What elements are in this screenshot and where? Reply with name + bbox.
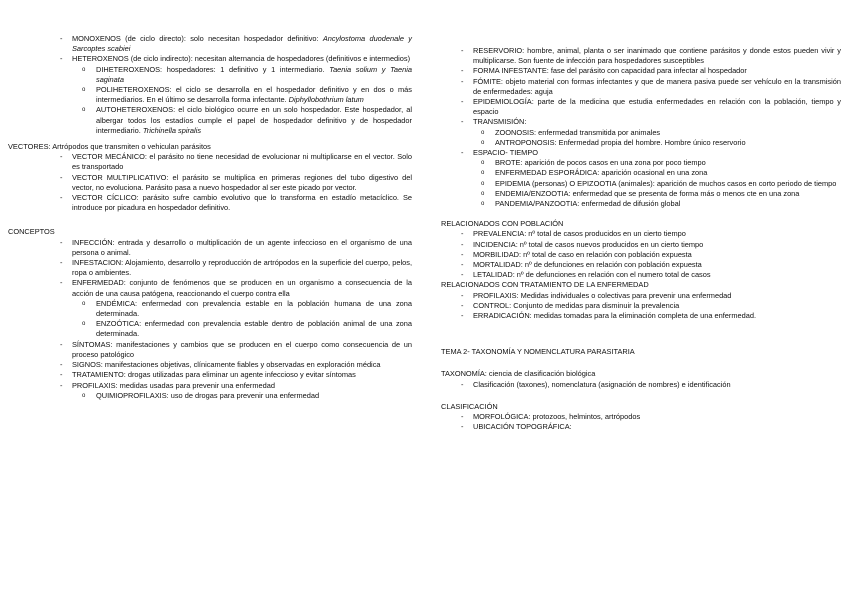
list-item: o ANTROPONOSIS: Enfermedad propia del hombre. Hombre único reservorio	[481, 137, 746, 147]
list-item: o AUTOHETEROXENOS: el ciclo biológico ocurre en un solo hospedador. Este hospedador, al albergar todos los estadíos cumple el papel de hospedador definitivo y de hospedador intermediario. Trichinella spiralis	[82, 105, 412, 135]
list-item: - HETEROXENOS (de ciclo indirecto): necesitan alternancia de hospedadores (definitivos e intermedios)	[60, 54, 411, 64]
list-item: - MORFOLÓGICA: protozoos, helmintos, artrópodos	[461, 412, 641, 422]
list-item: - INFESTACION: Alojamiento, desarrollo y reproducción de artrópodos en la superficie del cuerpo, pelos, ropa o ambientes.	[60, 258, 412, 278]
list-item: - UBICACIÓN TOPOGRÁFICA:	[461, 422, 572, 432]
list-item: - CONTROL: Conjunto de medidas para disminuir la prevalencia	[461, 300, 680, 310]
left-column	[8, 34, 412, 401]
section-heading: TAXONOMÍA: ciencia de clasificación biológica	[441, 369, 596, 379]
list-item: - LETALIDAD: nº de defunciones en relación con el numero total de casos	[461, 270, 711, 280]
list-item: - TRANSMISIÓN:	[461, 117, 527, 127]
list-item: o ENZOÓTICA: enfermedad con prevalencia estable dentro de población animal de una zona determinada.	[82, 319, 412, 339]
list-item: - SIGNOS: manifestaciones objetivas, clínicamente fiables y observadas en exploración médica	[60, 360, 381, 370]
section-heading: TEMA 2- TAXONOMÍA Y NOMENCLATURA PARASITARIA	[441, 347, 635, 357]
section-heading: VECTORES: Artrópodos que transmiten o vehiculan parásitos	[8, 142, 211, 152]
list-item: o POLIHETEROXENOS: el ciclo se desarrolla en el hospedador definitivo y en dos o más intermediarios. En el último se desarrolla forma infectante. Diphyllobothrium latum	[82, 85, 412, 105]
list-item: - MONOXENOS (de ciclo directo): solo necesitan hospedador definitivo: Ancylostoma duodenale y Sarcoptes scabiei	[60, 34, 412, 54]
list-item: - Clasificación (taxones), nomenclatura (asignación de nombres) e identificación	[461, 379, 731, 389]
list-item: o ENDEMIA/ENZOOTIA: enfermedad que se presenta de forma más o menos cte en una zona	[481, 188, 800, 198]
list-item: - PROFILAXIS: medidas usadas para prevenir una enfermedad	[60, 380, 275, 390]
list-item: - VECTOR MECÁNICO: el parásito no tiene necesidad de evolucionar ni multiplicarse en el vector. Solo es transportado	[60, 152, 412, 172]
list-item: - PROFILAXIS: Medidas individuales o colectivas para prevenir una enfermedad	[461, 290, 732, 300]
list-item: - VECTOR MULTIPLICATIVO: el parásito se multiplica en primeras regiones del tubo digestivo del vector, no evoluciona. Parásito pasa a nuevo hospedador al ser este picado por vector.	[60, 172, 412, 192]
list-item: o QUIMIOPROFILAXIS: uso de drogas para prevenir una enfermedad	[82, 390, 320, 400]
list-item: o ENFERMEDAD ESPORÁDICA: aparición ocasional en una zona	[481, 168, 708, 178]
section-heading: RELACIONADOS CON TRATAMIENTO DE LA ENFERMEDAD	[441, 280, 649, 290]
right-column	[441, 46, 841, 433]
list-item: - PREVALENCIA: nº total de casos producidos en un cierto tiempo	[461, 229, 686, 239]
list-item: - INCIDENCIA: nº total de casos nuevos producidos en un cierto tiempo	[461, 239, 704, 249]
list-item: o EPIDEMIA (personas) O EPIZOOTIA (animales): aparición de muchos casos en corto periodo de tiempo	[481, 178, 837, 188]
list-item: - FÓMITE: objeto material con formas infectantes y que de manera pasiva puede ser vehículo en la transmisión de enfermedades: aguja	[461, 76, 841, 96]
list-item: o DIHETEROXENOS: hospedadores: 1 definitivo y 1 intermediario. Taenia solium y Taenia saginata	[82, 64, 412, 84]
list-item: o ZOONOSIS: enfermedad transmitida por animales	[481, 127, 661, 137]
list-item: - FORMA INFESTANTE: fase del parásito con capacidad para infectar al hospedador	[461, 66, 747, 76]
list-item: o ENDÉMICA: enfermedad con prevalencia estable en la población humana de una zona determinada.	[82, 298, 412, 319]
list-item: - ENFERMEDAD: conjunto de fenómenos que se producen en un organismo a consecuencia de la acción de una causa patógena, reaccionando el cuerpo contra ella	[60, 278, 412, 298]
list-item: o BROTE: aparición de pocos casos en una zona por poco tiempo	[481, 158, 706, 168]
list-item: - ERRADICACIÓN: medidas tomadas para la eliminación completa de una enfermedad.	[461, 311, 757, 321]
list-item: - VECTOR CÍCLICO: parásito sufre cambio evolutivo que lo transforma en estadío metacíclico. Se introduce por picadura en hospedador definitivo.	[60, 193, 412, 213]
list-item: - INFECCIÓN: entrada y desarrollo o multiplicación de un agente infeccioso en el organismo de una persona o animal.	[60, 237, 412, 257]
list-item: - TRATAMIENTO: drogas utilizadas para eliminar un agente infeccioso y evitar síntomas	[60, 370, 356, 380]
section-heading: CLASIFICACIÓN	[441, 401, 498, 411]
section-heading: RELACIONADOS CON POBLACIÓN	[441, 219, 564, 229]
section-heading: CONCEPTOS	[8, 227, 55, 237]
list-item: o PANDEMIA/PANZOOTIA: enfermedad de difusión global	[481, 199, 681, 209]
list-item: - MORTALIDAD: nº de defunciones en relación con población expuesta	[461, 260, 702, 270]
list-item: - RESERVORIO: hombre, animal, planta o ser inanimado que contiene parásitos y donde estos pueden vivir y multiplicarse. Son fuente de infección para hospedadores susceptibles	[461, 46, 841, 66]
list-item: - SÍNTOMAS: manifestaciones y cambios que se producen en el cuerpo como consecuencia de un proceso patológico	[60, 339, 412, 359]
list-item: - MORBILIDAD: nº total de caso en relación con población expuesta	[461, 249, 692, 259]
list-item: - ESPACIO- TIEMPO	[461, 148, 539, 158]
list-item: - EPIDEMIOLOGÍA: parte de la medicina que estudia enfermedades en relación con la población, tiempo y espacio	[461, 97, 841, 117]
